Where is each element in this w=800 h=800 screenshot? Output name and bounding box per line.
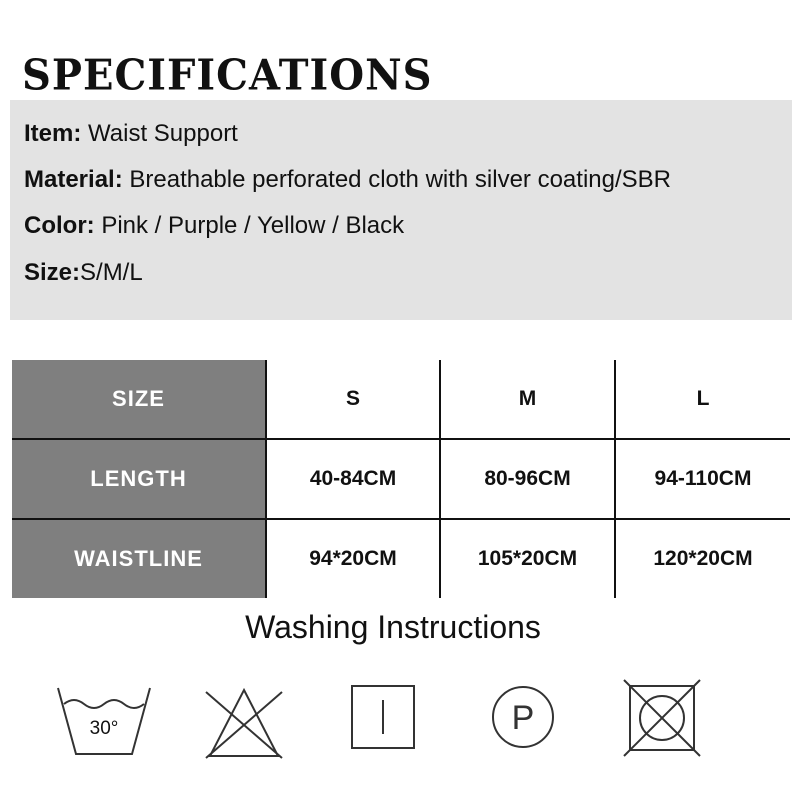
spec-size [24, 258, 143, 288]
table-row-header: LENGTH [12, 439, 266, 519]
table-row [12, 519, 790, 598]
do-not-bleach-icon [198, 684, 290, 764]
line-dry-icon [348, 682, 418, 752]
specifications-title: SPECIFICATIONS [22, 50, 433, 101]
spec-color [24, 211, 404, 241]
dry-clean-letter: P [511, 699, 535, 737]
table-cell: 105*20CM [440, 519, 615, 598]
table-cell: 94*20CM [266, 519, 440, 598]
do-not-tumble-dry-icon [620, 676, 704, 760]
washing-icons-strip [0, 670, 800, 800]
table-header-cell: SIZE [12, 360, 266, 439]
wash-30-icon [52, 680, 156, 764]
table-cell: 40-84CM [266, 439, 440, 519]
spec-label: Color: [24, 212, 95, 239]
spec-value: Waist Support [81, 120, 238, 147]
table-cell: 80-96CM [440, 439, 615, 519]
spec-item [24, 119, 238, 149]
table-row [12, 439, 790, 519]
table-header-row [12, 360, 790, 439]
table-column-header: L [615, 360, 790, 439]
wash-temperature-label: 30° [89, 718, 119, 739]
spec-label: Size: [24, 259, 81, 286]
specifications-panel [10, 100, 792, 320]
dry-clean-p-icon [488, 682, 558, 752]
table-column-header: M [440, 360, 615, 439]
table-column-header: S [266, 360, 440, 439]
table-cell: 94-110CM [615, 439, 790, 519]
table-cell: 120*20CM [615, 519, 790, 598]
spec-material [24, 165, 671, 195]
spec-value: Pink / Purple / Yellow / Black [94, 212, 405, 239]
spec-label: Item: [24, 120, 82, 147]
spec-value: Breathable perforated cloth with silver coating/SBR [122, 166, 671, 193]
table-row-header: WAISTLINE [12, 519, 266, 598]
spec-label: Material: [24, 166, 123, 193]
size-chart-table [12, 360, 790, 598]
spec-value: S/M/L [80, 259, 143, 286]
washing-instructions-title: Washing Instructions [245, 609, 541, 645]
